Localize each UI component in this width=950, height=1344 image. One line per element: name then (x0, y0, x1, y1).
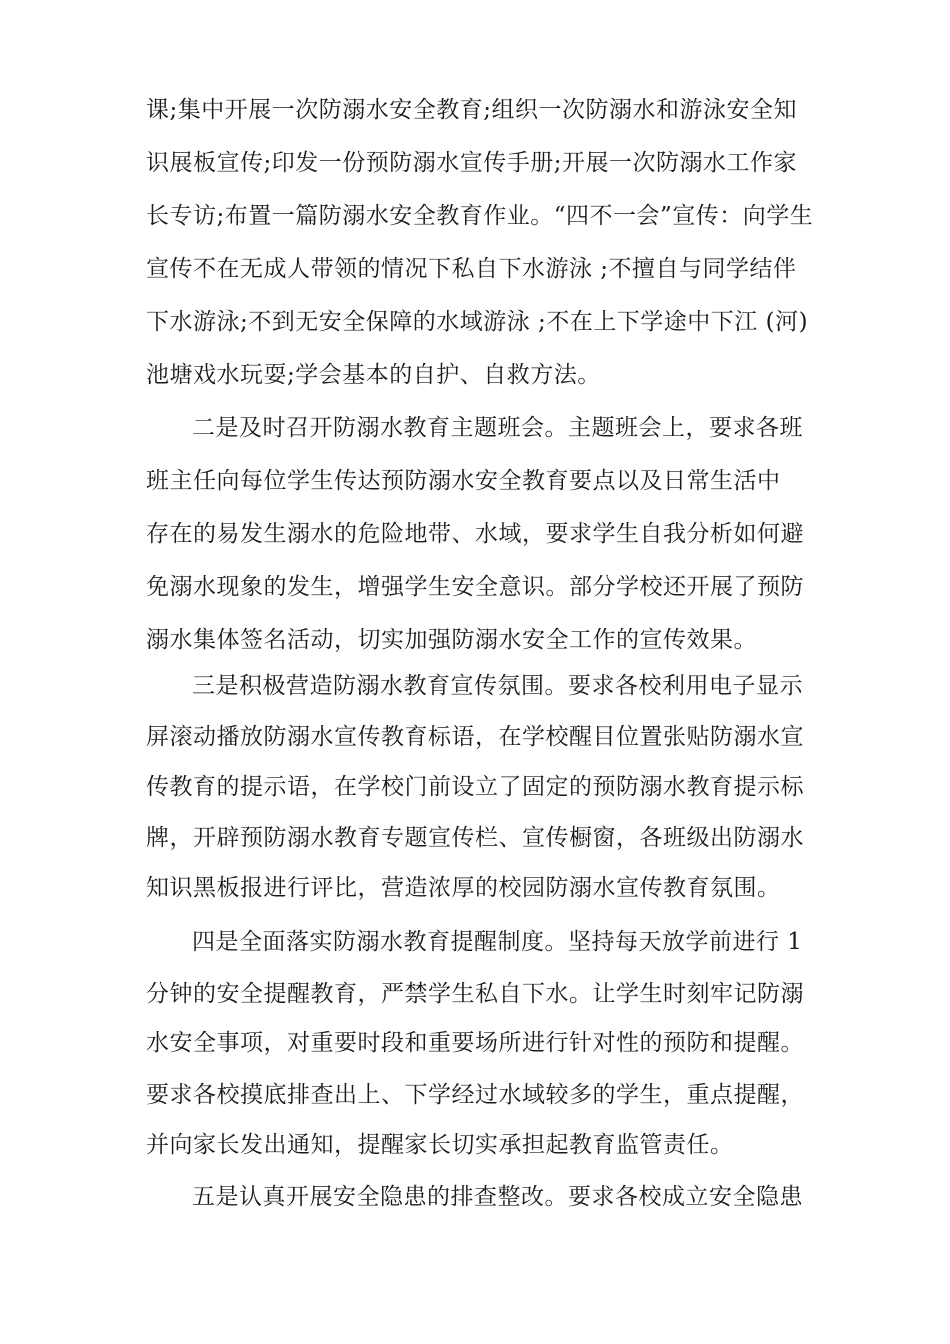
text-line: 识展板宣传;印发一份预防溺水宣传手册;开展一次防溺水工作家 (146, 150, 797, 176)
text-line: 分钟的安全提醒教育，严禁学生私自下水。让学生时刻牢记防溺 (146, 981, 804, 1007)
text-line: 存在的易发生溺水的危险地带、水域，要求学生自我分析如何避 (146, 521, 804, 547)
text-line: 要求各校摸底排查出上、下学经过水域较多的学生，重点提醒， (146, 1082, 804, 1108)
paragraph-first-line: 三是积极营造防溺水教育宣传氛围。要求各校利用电子显示 (192, 673, 803, 699)
paragraph-first-line: 五是认真开展安全隐患的排查整改。要求各校成立安全隐患 (192, 1184, 803, 1210)
text-line: 池塘戏水玩耍;学会基本的自护、自救方法。 (146, 362, 601, 388)
paragraph-first-line: 四是全面落实防溺水教育提醒制度。坚持每天放学前进行 1 (192, 929, 803, 955)
paragraph-first-line: 二是及时召开防溺水教育主题班会。主题班会上，要求各班 (192, 415, 803, 441)
text-line: 溺水集体签名活动，切实加强防溺水安全工作的宣传效果。 (146, 627, 757, 653)
text-line: 牌，开辟预防溺水教育专题宣传栏、宣传橱窗，各班级出防溺水 (146, 825, 804, 851)
text-line: 屏滚动播放防溺水宣传教育标语，在学校醒目位置张贴防溺水宣 (146, 724, 804, 750)
text-line: 传教育的提示语，在学校门前设立了固定的预防溺水教育提示标 (146, 774, 804, 800)
text-line: 水安全事项，对重要时段和重要场所进行针对性的预防和提醒。 (146, 1030, 804, 1056)
text-line: 班主任向每位学生传达预防溺水安全教育要点以及日常生活中 (146, 468, 781, 494)
text-line: 免溺水现象的发生，增强学生安全意识。部分学校还开展了预防 (146, 574, 804, 600)
text-line: 长专访;布置一篇防溺水安全教育作业。“四不一会”宣传：向学生 (146, 203, 814, 229)
text-line: 课;集中开展一次防溺水安全教育;组织一次防溺水和游泳安全知 (146, 97, 797, 123)
text-line: 并向家长发出通知，提醒家长切实承担起教育监管责任。 (146, 1132, 734, 1158)
text-line: 下水游泳;不到无安全保障的水域游泳 ;不在上下学途中下江 (河) (146, 309, 809, 335)
text-line: 知识黑板报进行评比，营造浓厚的校园防溺水宣传教育氛围。 (146, 875, 781, 901)
text-line: 宣传不在无成人带领的情况下私自下水游泳 ;不擅自与同学结伴 (146, 256, 797, 282)
